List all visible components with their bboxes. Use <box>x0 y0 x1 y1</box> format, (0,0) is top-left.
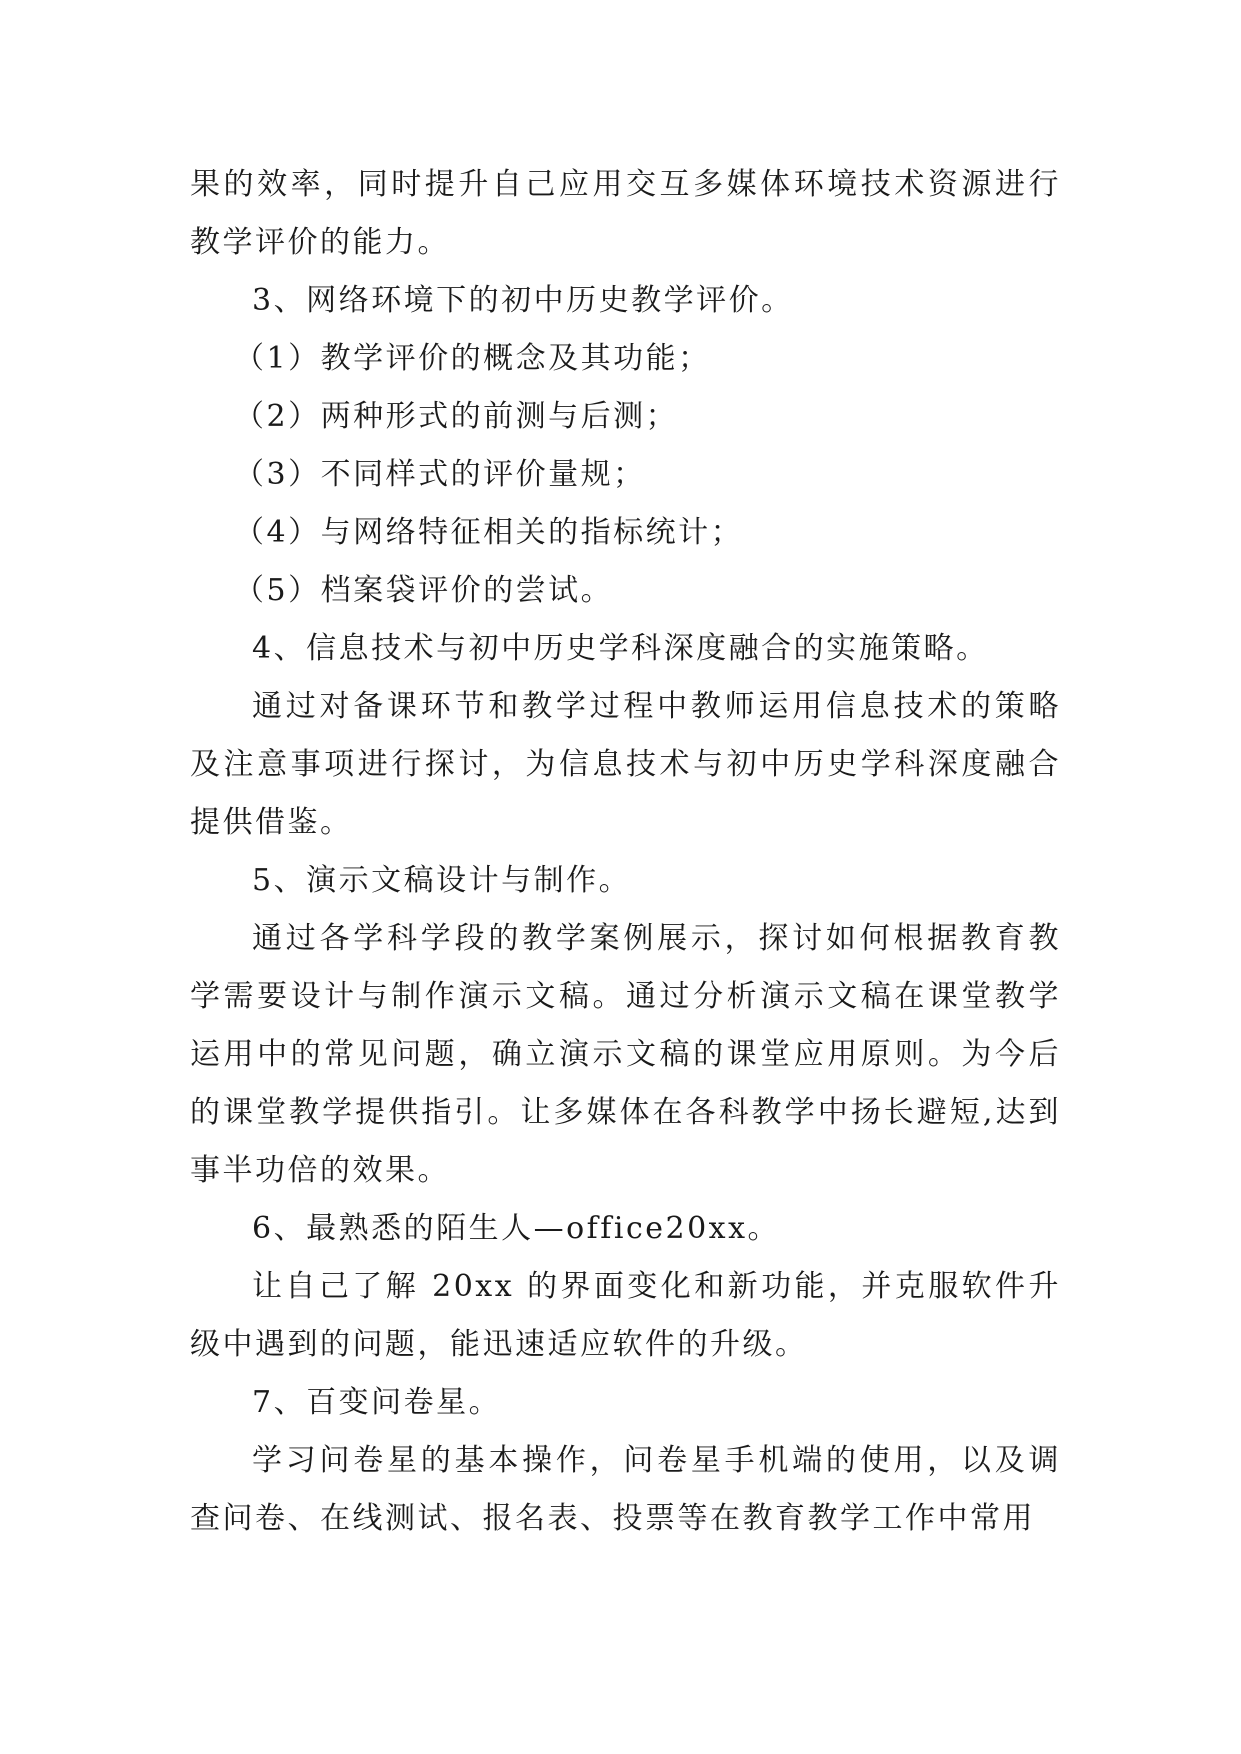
paragraph-item-5-body: 通过各学科学段的教学案例展示，探讨如何根据教育教学需要设计与制作演示文稿。通过分析演示文稿在课堂教学运用中的常见问题，确立演示文稿的课堂应用原则。为今后的课堂教学提供指引。让多媒体在各科教学中扬长避短,达到事半功倍的效果。 <box>190 921 1061 1188</box>
sub-item-4: （4）与网络特征相关的指标统计； <box>234 515 744 550</box>
paragraph-continuation: 果的效率，同时提升自己应用交互多媒体环境技术资源进行教学评价的能力。 <box>190 167 1061 260</box>
heading-item-3: 3、网络环境下的初中历史教学评价。 <box>252 283 794 318</box>
heading-item-7: 7、百变问卷星。 <box>252 1385 502 1420</box>
paragraph-item-6-body: 让自己了解 20xx 的界面变化和新功能，并克服软件升级中遇到的问题，能迅速适应软件的升级。 <box>190 1269 1061 1362</box>
sub-item-3: （3）不同样式的评价量规； <box>234 457 646 492</box>
paragraph-item-7-body: 学习问卷星的基本操作，问卷星手机端的使用，以及调查问卷、在线测试、报名表、投票等在教育教学工作中常用 <box>190 1443 1061 1536</box>
paragraph-item-4-body: 通过对备课环节和教学过程中教师运用信息技术的策略及注意事项进行探讨，为信息技术与初中历史学科深度融合提供借鉴。 <box>190 689 1061 840</box>
sub-item-5: （5）档案袋评价的尝试。 <box>234 573 614 608</box>
sub-item-1: （1）教学评价的概念及其功能； <box>234 341 711 376</box>
heading-item-5: 5、演示文稿设计与制作。 <box>252 863 632 898</box>
sub-item-2: （2）两种形式的前测与后测； <box>234 399 679 434</box>
heading-item-6: 6、最熟悉的陌生人—office20xx。 <box>252 1211 781 1246</box>
heading-item-4: 4、信息技术与初中历史学科深度融合的实施策略。 <box>252 631 989 666</box>
